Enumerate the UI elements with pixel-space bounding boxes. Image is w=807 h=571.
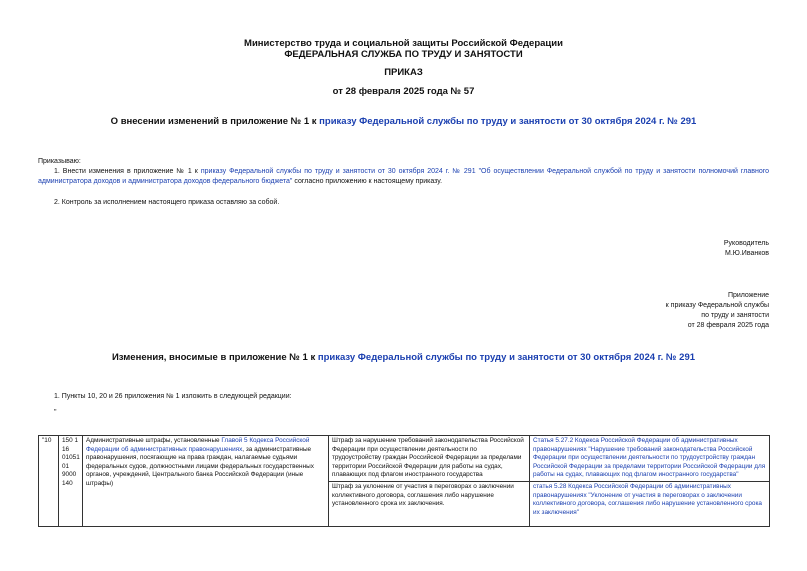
- signature-role: Руководитель: [723, 240, 769, 247]
- appendix-line-3: по труду и занятости: [701, 312, 769, 319]
- ministry-name: Министерство труда и социальной защиты Российской Федерации: [244, 38, 563, 49]
- service-name: ФЕДЕРАЛЬНАЯ СЛУЖБА ПО ТРУДУ И ЗАНЯТОСТИ: [284, 49, 523, 60]
- paragraph-2: 2. Контроль за исполнением настоящего приказа оставляю за собой.: [54, 199, 280, 206]
- paragraph-1-prefix: 1. Внести изменения в приложение № 1 к: [54, 168, 201, 175]
- doc-title: [0, 116, 807, 128]
- doc-date-number: от 28 февраля 2025 года № 57: [332, 86, 475, 97]
- description-cell: [83, 436, 329, 527]
- changes-table: [38, 435, 770, 527]
- description-prefix: Административные штрафы, установленные: [86, 437, 222, 444]
- description-suffix: , за административные правонарушения, посягающие на права граждан, налагаемые судьями федеральных судов, должностными лицами федеральных государственных органов, учреждений, Центрального банка Российской Федерации (иные штрафы): [86, 445, 314, 487]
- paragraph-1: [38, 167, 769, 187]
- row-number-cell: "10: [39, 436, 59, 527]
- law-link-cell[interactable]: статья 5.28 Кодекса Российской Федерации об административных правонарушениях "Уклонение от участия в переговорах о заключении коллективного договора, соглашения либо нарушение установленного срока их заключения": [530, 481, 770, 526]
- paragraph-1-link[interactable]: приказу Федеральной службы по труду и занятости от 30 октября 2024 г. № 291 "Об осуществлении Федеральной службой по труду и занятости полномочий главного администратора доходов и администратора доходов федерального бюджета": [38, 168, 770, 185]
- changes-title-link[interactable]: приказу Федеральной службы по труду и занятости от 30 октября 2024 г. № 291: [317, 352, 696, 363]
- table-row: [39, 436, 770, 482]
- appendix-line-4: от 28 февраля 2025 года: [687, 322, 769, 329]
- appendix-line-2: к приказу Федеральной службы: [665, 302, 769, 309]
- description-link[interactable]: Главой 5 Кодекса Российской Федерации об административных правонарушениях: [86, 437, 310, 453]
- fine-cell: Штраф за уклонение от участия в переговорах о заключении коллективного договора, соглашения либо нарушение установленного срока их заключения.: [329, 481, 530, 526]
- fine-cell: Штраф за нарушение требований законодательства Российской Федерации при осуществлении деятельности по трудоустройству граждан Российской Федерации за пределами территории Российской Федерации для работы на судах, плавающих под флагом иностранного государства: [329, 436, 530, 482]
- signature-name: М.Ю.Иванков: [725, 250, 769, 257]
- changes-title-prefix: Изменения, вносимые в приложение № 1 к: [111, 352, 318, 363]
- quote-mark: ": [54, 409, 57, 416]
- doc-title-prefix: О внесении изменений в приложение № 1 к: [110, 116, 320, 127]
- law-link-cell[interactable]: Статья 5.27.2 Кодекса Российской Федерации об административных правонарушениях "Нарушение требований законодательства Российской Федерации при осуществлении деятельности по трудоустройству граждан Российской Федерации за пределами территории Российской Федерации для работы на судах, плавающих под флагом иностранного государства": [530, 436, 770, 482]
- order-word: Приказываю:: [38, 158, 81, 165]
- doc-type: ПРИКАЗ: [384, 67, 423, 78]
- paragraph-1-suffix: согласно приложению к настоящему приказу.: [292, 178, 443, 185]
- appendix-line-1: Приложение: [727, 292, 769, 299]
- kbk-code-cell: 150 1 16 01051 01 9000 140: [59, 436, 83, 527]
- doc-title-link[interactable]: приказу Федеральной службы по труду и занятости от 30 октября 2024 г. № 291: [319, 116, 697, 127]
- changes-title: [0, 352, 807, 364]
- changes-intro: 1. Пункты 10, 20 и 26 приложения № 1 изложить в следующей редакции:: [54, 393, 292, 400]
